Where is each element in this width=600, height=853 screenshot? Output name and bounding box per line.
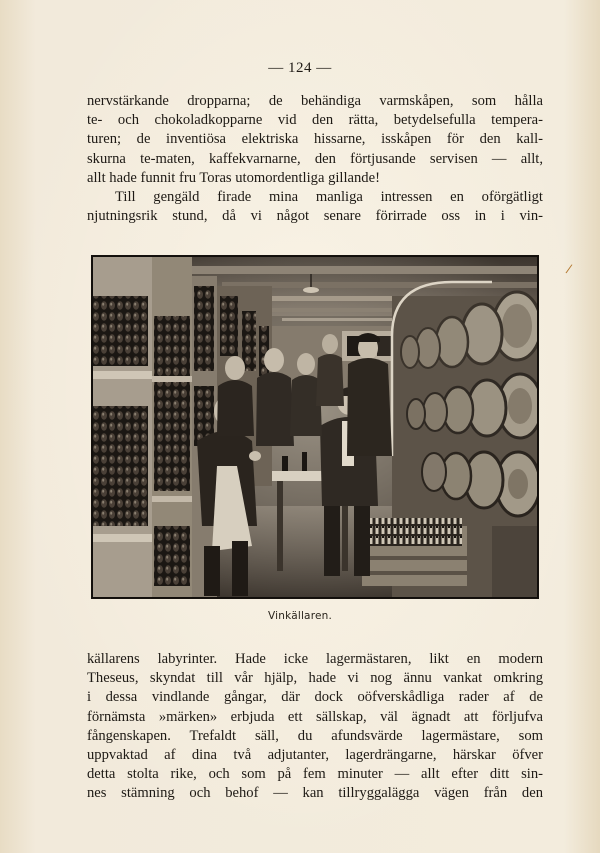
- wine-cellar-photo: [91, 255, 539, 599]
- text-line: nes stämning och behof — kan tillryggalägga vägen från den: [87, 785, 543, 802]
- text-line: Theseus, skyndat till vår hjälp, hade vi nog ännu vankat omkring: [87, 670, 543, 687]
- text-line: fångenskapen. Trefaldt säll, du afundsvärde lagermästare, som: [87, 727, 543, 744]
- text-line: förnämsta »märken» erbjuda ett sällskap, väl ägnadt att förljufva: [87, 708, 543, 725]
- page-number: — 124 —: [268, 60, 332, 76]
- text-line: uppvaktad af dina två adjutanter, lagerdrängarne, härskar öfver: [87, 746, 543, 763]
- ceiling-pipe: [192, 266, 538, 274]
- text-line: te- och chokoladkopparne vid den rätta, betydelsefulla tempera-: [87, 112, 543, 129]
- bottle-crate: [362, 518, 467, 586]
- text-line: Till gengäld firade mina manliga intressen en oförgätligt: [115, 188, 543, 205]
- figure-caption: Vinkällaren.: [267, 610, 333, 622]
- wine-cellar-illustration: [92, 256, 538, 598]
- text-line: i dessa vindlande gångar, där dock oöfverskådliga rader af de: [87, 689, 543, 706]
- text-line: allt hade funnit fru Toras utomordentliga gillande!: [87, 169, 380, 186]
- text-line: skurna te-maten, kaffekvarnarne, den förtjusande servisen — allt,: [87, 150, 543, 167]
- ceiling-lamp: [303, 287, 319, 293]
- stray-ink-mark: /: [564, 261, 574, 276]
- text-block-bottom: [87, 650, 543, 804]
- text-line: detta stolta rike, och som på fem minuter — allt efter ditt sin-: [87, 766, 543, 783]
- text-line: turen; de inventiösa elektriska hissarne, isskåpen för den kall-: [87, 131, 543, 148]
- text-block-top: [87, 92, 543, 226]
- text-line: njutningsrik stund, då vi något senare förirrade oss in i vin-: [87, 208, 543, 225]
- text-line: källarens labyrinter. Hade icke lagermästaren, likt en modern: [87, 651, 543, 667]
- text-line: nervstärkande dropparna; de behändiga varmskåpen, som hålla: [87, 93, 543, 109]
